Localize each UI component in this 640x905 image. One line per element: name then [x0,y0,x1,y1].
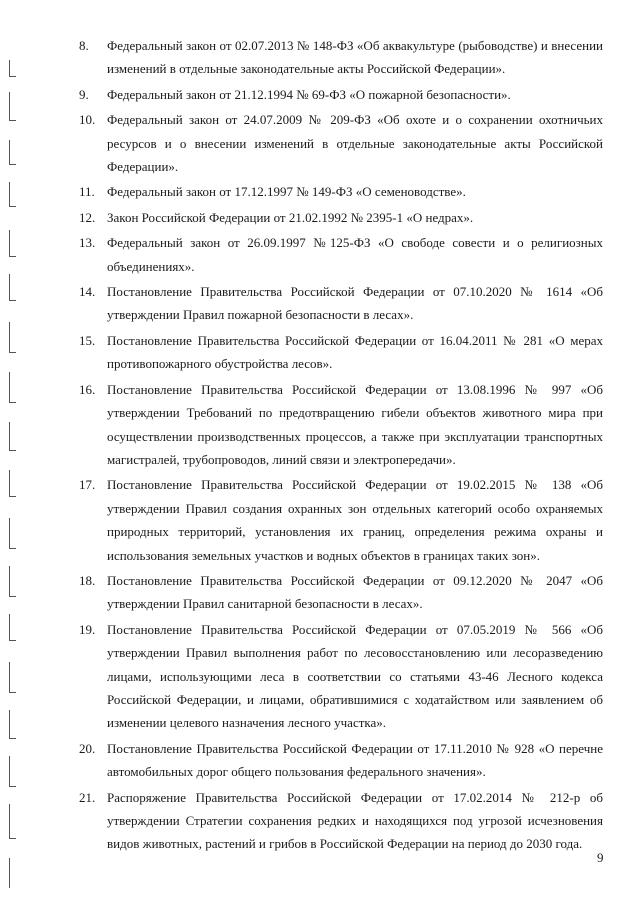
item-number: 17. [79,477,96,493]
item-text: Федеральный закон от 21.12.1994 № 69-ФЗ «О пожарной безопасности». [107,86,511,102]
list-item [79,34,603,81]
item-number: 14. [79,284,96,300]
list-item [79,378,603,472]
item-text: Федеральный закон от 24.07.2009 № 209-ФЗ «Об охоте и о сохранении охотничьих ресурсов и о внесении изменений в отдельные законодательные акты Российской Федерации». [107,112,603,175]
item-text: Федеральный закон от 02.07.2013 № 148-ФЗ «Об аквакультуре (рыбоводстве) и внесении изменений в отдельные законодательные акты Российской Федерации». [107,38,603,77]
item-number: 10. [79,112,96,128]
item-number: 13. [79,235,96,251]
item-number: 9. [79,86,89,102]
margin-mark [9,662,16,693]
margin-mark [9,182,16,207]
item-text: Закон Российской Федерации от 21.02.1992 № 2395-1 «О недрах». [107,209,474,225]
margin-mark [9,274,16,301]
item-text: Федеральный закон от 26.09.1997 №125-ФЗ «О свободе совести и о религиозных объединениях». [107,235,603,274]
margin-mark [9,92,16,121]
item-number: 20. [79,740,96,756]
list-item [79,231,603,278]
margin-mark [9,140,16,165]
item-number: 15. [79,332,96,348]
item-text: Постановление Правительства Российской Федерации от 09.12.2020 № 2047 «Об утверждении Правил санитарной безопасности в лесах». [107,572,603,612]
item-text: Федеральный закон от 17.12.1997 № 149-ФЗ «О семеноводстве». [107,184,466,200]
item-number: 21. [79,789,96,805]
item-text: Постановление Правительства Российской Федерации от 17.11.2010 № 928 «О перечне автомобильных дорог общего пользования федерального значения». [107,740,603,780]
item-text: Постановление Правительства Российской Федерации от 13.08.1996 № 997 «Об утверждении Требований по предотвращению гибели объектов животного мира при осуществлении производственных процессов, а также при эксплуатации транспортных магистралей, трубопроводов, линий связи и электропередачи». [107,381,603,467]
list-item [79,329,603,376]
list-item [79,786,603,856]
margin-mark [9,756,16,787]
list-item [79,83,603,106]
item-number: 12. [79,209,96,225]
item-number: 19. [79,621,96,637]
margin-mark [9,804,16,839]
item-text: Постановление Правительства Российской Федерации от 07.05.2019 № 566 «Об утверждении Правил выполнения работ по лесовосстановлению или лесоразведению лицами, использующими леса в соответствии со статьями 43-46 Лесного кодекса Российской Федерации, и лицами, обратившимися с ходатайством или заявлением об изменении целевого назначения лесного участка». [107,621,603,731]
item-number: 16. [79,381,96,397]
item-text: Постановление Правительства Российской Федерации от 07.10.2020 № 1614 «Об утверждении Правил пожарной безопасности в лесах». [107,284,603,323]
list-item [79,737,603,784]
margin-mark [9,372,16,403]
item-text: Распоряжение Правительства Российской Федерации от 17.02.2014 № 212-р об утверждении Стратегии сохранения редких и находящихся под угрозой исчезновения видов животных, растений и грибов в Российской Федерации на период до 2030 года. [107,789,603,852]
margin-mark [9,322,16,353]
list-item [79,180,603,203]
margin-mark [9,60,16,77]
margin-mark [9,518,16,549]
item-number: 8. [79,38,89,53]
margin-mark [9,230,16,257]
list-item [79,108,603,178]
margin-mark [9,566,16,597]
list-item [79,280,603,327]
margin-mark [9,470,16,497]
item-text: Постановление Правительства Российской Федерации от 19.02.2015 № 138 «Об утверждении Правил создания охранных зон отдельных категорий особо охраняемых природных территорий, установления их границ, определения режима охраны и использования земельных участков и водных объектов в границах таких зон». [107,477,603,563]
legal-acts-list [79,34,603,858]
margin-mark [9,614,16,641]
list-item [79,206,603,229]
item-number: 11. [79,184,95,200]
item-text: Постановление Правительства Российской Федерации от 16.04.2011 № 281 «О мерах противопожарного обустройства лесов». [107,332,603,372]
margin-mark [9,710,16,739]
list-item [79,569,603,616]
item-number: 18. [79,572,96,588]
margin-mark [9,858,16,888]
list-item [79,618,603,735]
list-item [79,473,603,567]
margin-mark [9,422,16,451]
page-number: 9 [597,850,604,865]
